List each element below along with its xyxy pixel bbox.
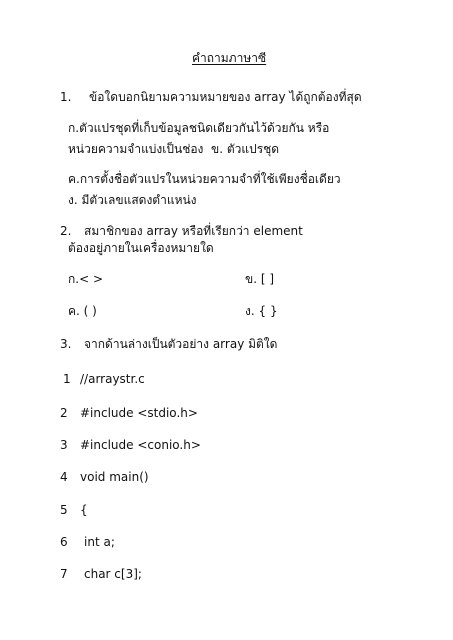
code-line-text: //arraystr.c	[80, 372, 145, 386]
page-title: คำถามภาษาซี	[192, 51, 267, 65]
code-line-text: #include <stdio.h>	[80, 406, 198, 420]
q2-choice-c: ค. ( )	[68, 304, 97, 318]
q1-choice-a-line1: ก.ตัวแปรชุดที่เก็บข้อมูลชนิดเดียวกันไว้ด้วยกัน หรือ	[68, 121, 330, 135]
code-line-number: 7	[60, 567, 68, 581]
question-3-text: จากด้านล่างเป็นตัวอย่าง array มิติใด	[84, 337, 278, 351]
q2-choice-b: ข. [ ]	[245, 272, 275, 286]
code-line-text: {	[80, 503, 88, 517]
q1-choice-d: ง. มีตัวเลขแสดงตำแหน่ง	[68, 193, 197, 207]
q2-choice-a: ก.< >	[68, 272, 104, 286]
code-line-number: 1	[63, 372, 71, 386]
question-1-text: ข้อใดบอกนิยามความหมายของ array ได้ถูกต้องที่สุด	[89, 90, 362, 104]
code-line-number: 5	[60, 503, 68, 517]
q1-choice-a-line2: หน่วยความจำแบ่งเป็นช่อง	[68, 142, 204, 156]
code-line-text: void main()	[80, 470, 149, 484]
code-line-number: 6	[60, 535, 68, 549]
q1-choice-b: ข. ตัวแปรชุด	[211, 142, 280, 156]
code-line-number: 3	[60, 438, 68, 452]
question-2-number: 2.	[60, 224, 72, 238]
question-2-text-line2: ต้องอยู่ภายในเครื่องหมายใด	[68, 241, 214, 255]
code-line-text: int a;	[84, 535, 115, 549]
code-line-text: char c[3];	[84, 567, 142, 581]
question-2-text-line1: สมาชิกของ array หรือที่เรียกว่า element	[84, 224, 303, 238]
q2-choice-d: ง. { }	[245, 304, 278, 318]
q1-choice-c: ค.การตั้งชื่อตัวแปรในหน่วยความจำที่ใช้เพียงชื่อเดียว	[68, 172, 341, 186]
code-line-text: #include <conio.h>	[80, 438, 201, 452]
code-line-number: 4	[60, 470, 68, 484]
question-3-number: 3.	[60, 337, 72, 351]
code-line-number: 2	[60, 406, 68, 420]
question-1-number: 1.	[60, 90, 72, 104]
